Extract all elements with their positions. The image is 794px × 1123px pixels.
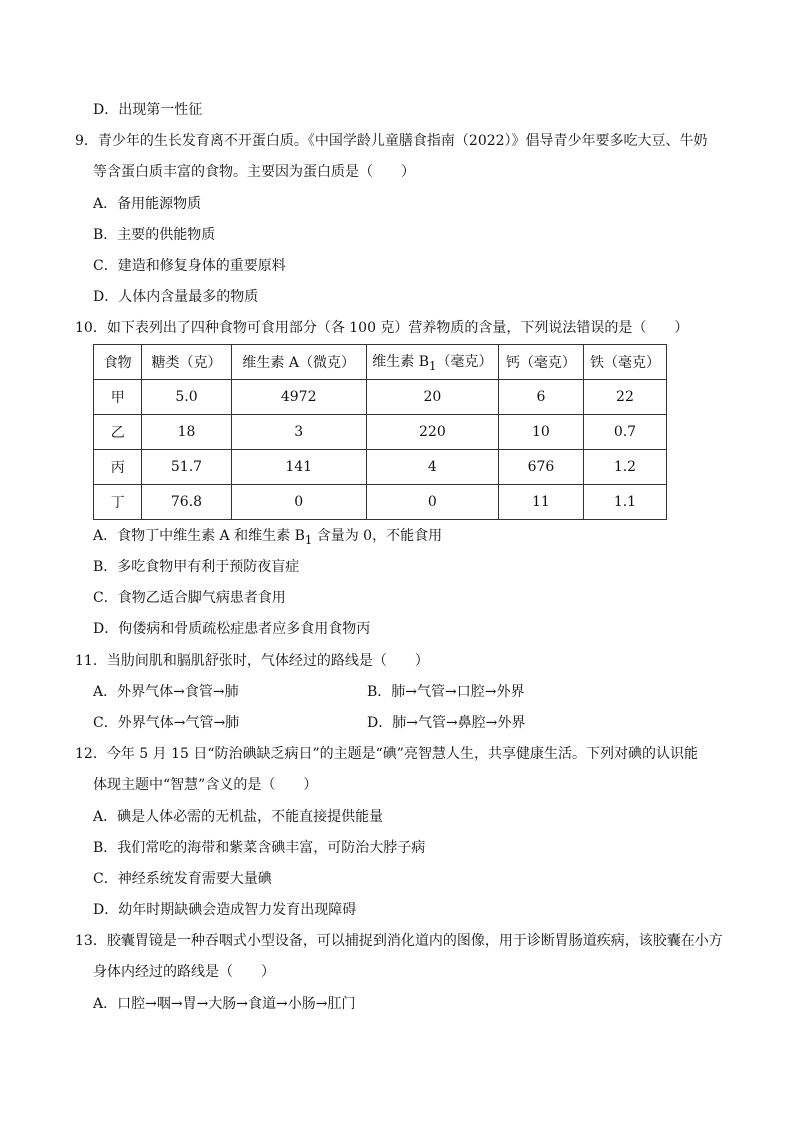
- q12-option-d: D．幼年时期缺碘会造成智力发育出现障碍: [93, 902, 357, 918]
- header-b1-subscript: 1: [429, 358, 437, 373]
- table-cell: 1.1: [583, 485, 666, 520]
- q10-option-a-text: A．食物丁中维生素 A 和维生素 B: [93, 528, 305, 544]
- header-b1-label: 维生素 B: [372, 354, 430, 371]
- table-cell: 1.2: [583, 450, 666, 485]
- table-cell: 0: [366, 485, 498, 520]
- table-cell: 220: [366, 415, 498, 450]
- q12-option-b: B．我们常吃的海带和紫菜含碘丰富，可防治大脖子病: [93, 840, 426, 856]
- q10-option-b: B．多吃食物甲有利于预防夜盲症: [93, 559, 300, 575]
- table-header-cell: 钙（毫克）: [498, 345, 583, 380]
- q9-option-a: A．备用能源物质: [93, 196, 202, 212]
- table-cell: 乙: [94, 415, 142, 450]
- q11-option-d: D．肺→气管→鼻腔→外界: [367, 715, 526, 731]
- q9-option-b: B．主要的供能物质: [93, 227, 216, 243]
- table-header-cell: 维生素 A（微克）: [231, 345, 366, 380]
- table-cell: 11: [498, 485, 583, 520]
- table-cell: 10: [498, 415, 583, 450]
- q11-option-b: B．肺→气管→口腔→外界: [367, 684, 525, 700]
- table-header-cell-b1: [366, 345, 498, 380]
- q13-stem-line2: 身体内经过的路线是（ ）: [93, 964, 275, 980]
- q10-option-a-subscript: 1: [304, 532, 313, 547]
- table-row: [94, 485, 667, 520]
- header-b1-unit: （毫克）: [436, 354, 493, 371]
- table-cell: 丙: [94, 450, 142, 485]
- q10-option-c: C．食物乙适合脚气病患者食用: [93, 590, 286, 606]
- table-cell: 20: [366, 380, 498, 415]
- q10-option-a: [93, 526, 442, 550]
- table-row: [94, 415, 667, 450]
- table-cell: 18: [142, 415, 231, 450]
- table-row: [94, 380, 667, 415]
- q10-stem: 10．如下表列出了四种食物可食用部分（各 100 克）营养物质的含量，下列说法错误的是（ ）: [75, 320, 689, 336]
- table-cell: 5.0: [142, 380, 231, 415]
- q11-stem: 11．当肋间肌和膈肌舒张时，气体经过的路线是（ ）: [75, 653, 429, 669]
- q11-option-c: C．外界气体→气管→肺: [93, 715, 240, 731]
- table-cell: 甲: [94, 380, 142, 415]
- table-cell: 4: [366, 450, 498, 485]
- table-cell: 4972: [231, 380, 366, 415]
- q12-option-c: C．神经系统发育需要大量碘: [93, 871, 272, 887]
- table-header-cell: 糖类（克）: [142, 345, 231, 380]
- q12-stem-line1: 12．今年 5 月 15 日“防治碘缺乏病日”的主题是“碘”亮智慧人生，共享健康生活。下列对碘的认识能: [75, 746, 698, 762]
- q10-option-a-tail: 含量为 0，不能食用: [312, 528, 443, 544]
- table-header-cell: 食物: [94, 345, 142, 380]
- table-cell: 676: [498, 450, 583, 485]
- q12-stem-line2: 体现主题中“智慧”含义的是（ ）: [93, 777, 318, 793]
- nutrition-table: [93, 344, 667, 520]
- table-cell: 0: [231, 485, 366, 520]
- q10-option-d: D．佝偻病和骨质疏松症患者应多食用食物丙: [93, 621, 371, 637]
- table-cell: 3: [231, 415, 366, 450]
- q11-option-a: A．外界气体→食管→肺: [93, 684, 239, 700]
- q8-option-d: D．出现第一性征: [93, 102, 203, 118]
- q9-stem-line2: 等含蛋白质丰富的食物。主要因为蛋白质是（ ）: [93, 164, 415, 180]
- table-cell: 141: [231, 450, 366, 485]
- table-cell: 76.8: [142, 485, 231, 520]
- q9-option-d: D．人体内含量最多的物质: [93, 289, 259, 305]
- table-header-row: [94, 345, 667, 380]
- q9-stem-line1: 9．青少年的生长发育离不开蛋白质。《中国学龄儿童膳食指南（2022）》倡导青少年要多吃大豆、牛奶: [75, 133, 708, 149]
- table-header-cell: 铁（毫克）: [583, 345, 666, 380]
- table-cell: 6: [498, 380, 583, 415]
- table-cell: 51.7: [142, 450, 231, 485]
- table-cell: 22: [583, 380, 666, 415]
- q12-option-a: A．碘是人体必需的无机盐，不能直接提供能量: [93, 809, 384, 825]
- table-row: [94, 450, 667, 485]
- q9-option-c: C．建造和修复身体的重要原料: [93, 258, 286, 274]
- q13-stem-line1: 13．胶囊胃镜是一种吞咽式小型设备，可以捕捉到消化道内的图像，用于诊断胃肠道疾病，该胶囊在小方: [75, 933, 723, 949]
- table-cell: 丁: [94, 485, 142, 520]
- q13-option-a: A．口腔→咽→胃→大肠→食道→小肠→肛门: [93, 996, 356, 1012]
- table-cell: 0.7: [583, 415, 666, 450]
